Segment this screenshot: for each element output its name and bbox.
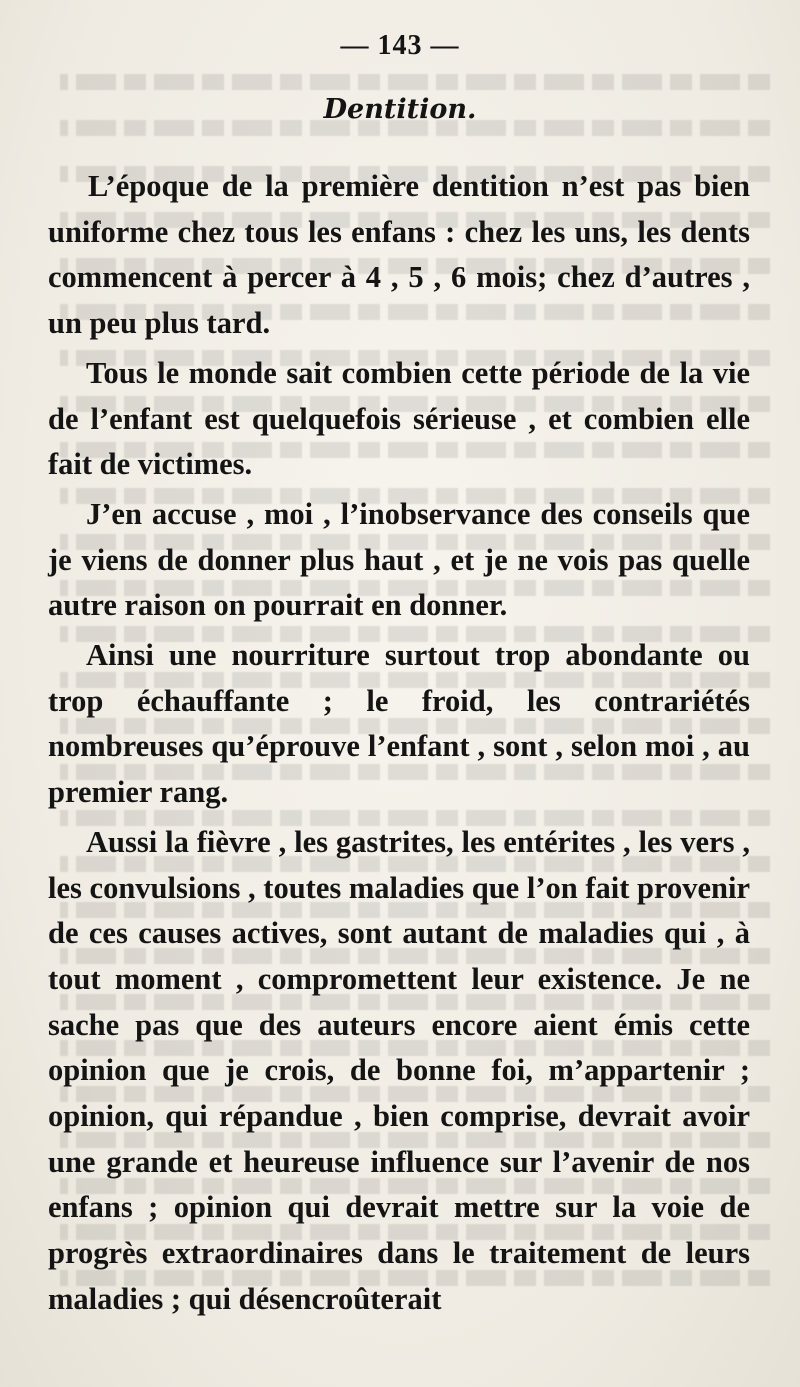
paragraph: Aussi la fièvre , les gastrites, les entérites , les vers , les convulsions , toutes maladies que l’on fait provenir de ces causes actives, sont autant de maladies qui , à tout moment , compromettent leur existence. Je ne sache pas que des auteurs encore aient émis cette opinion que je crois, de bonne foi, m’appartenir ; opinion, qui répandue , bien comprise, devrait avoir une grande et heureuse influence sur l’avenir de nos enfans ; opinion qui devrait mettre sur la voie de progrès extraordinaires dans le traitement de leurs maladies ; qui désencroûterait — [48, 824, 750, 1316]
section-title: Dentition. — [323, 94, 477, 125]
paragraph: L’époque de la première dentition n’est pas bien uniforme chez tous les enfans : chez les uns, les dents commencent à percer à 4 , 5 , 6 mois; chez d’autres , un peu plus tard. — [48, 169, 750, 341]
paragraph: J’en accuse , moi , l’inobservance des conseils que je viens de donner plus haut , et je ne vois pas quelle autre raison on pourrait en donner. — [48, 496, 750, 623]
paragraph: Ainsi une nourriture surtout trop abondante ou trop échauffante ; le froid, les contrariétés nombreuses qu’éprouve l’enfant , sont , selon moi , au premier rang. — [48, 638, 750, 810]
page-number: — 143 — — [340, 30, 460, 61]
paragraph: Tous le monde sait combien cette période de la vie de l’enfant est quelquefois sérieuse , et combien elle fait de victimes. — [48, 355, 750, 482]
body-text — [48, 164, 750, 1327]
